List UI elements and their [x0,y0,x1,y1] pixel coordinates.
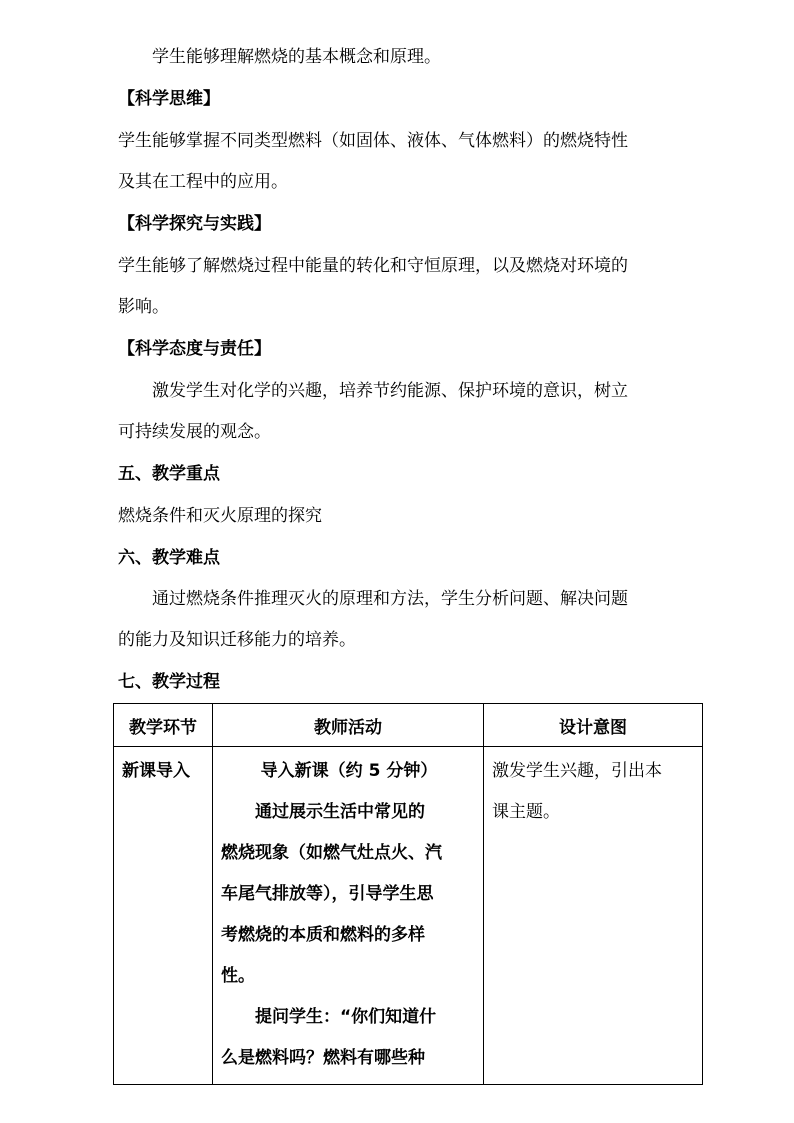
activity-title: 导入新课（约 5 分钟） [260,761,438,781]
heading-scientific-attitude: 【科学态度与责任】 [118,339,271,359]
activity-line: 考燃烧的本质和燃料的多样 [221,925,425,945]
activity-line: 燃烧现象（如燃气灶点火、汽 [221,843,442,863]
header-stage: 教学环节 [114,704,213,747]
intent-line: 激发学生兴趣，引出本 [492,761,662,781]
difficulty-text-line2: 的能力及知识迁移能力的培养。 [118,630,356,650]
activity-line: 通过展示生活中常见的 [255,802,425,822]
activity-line: 性。 [221,966,255,986]
heading-key-points: 五、教学重点 [118,464,220,484]
table-row [114,747,703,1085]
cell-stage [114,747,213,1085]
heading-scientific-thinking: 【科学思维】 [118,89,220,109]
teaching-process-table [113,703,703,1085]
table-header-row [114,704,703,747]
key-points-text: 燃烧条件和灭火原理的探究 [118,506,322,526]
stage-label: 新课导入 [122,761,190,781]
difficulty-text-line1: 通过燃烧条件推理灭火的原理和方法，学生分析问题、解决问题 [152,589,628,609]
heading-difficulties: 六、教学难点 [118,548,220,568]
objective-text: 学生能够理解燃烧的基本概念和原理。 [152,47,441,67]
activity-line: 提问学生：“你们知道什 [255,1007,437,1027]
attitude-text-line2: 可持续发展的观念。 [118,422,271,442]
heading-teaching-process: 七、教学过程 [118,672,220,692]
thinking-text-line2: 及其在工程中的应用。 [118,172,288,192]
intent-line: 课主题。 [492,802,560,822]
cell-teacher-activity [213,747,484,1085]
header-design-intent: 设计意图 [484,704,703,747]
header-teacher-activity: 教师活动 [213,704,484,747]
activity-line: 车尾气排放等），引导学生思 [221,884,434,904]
activity-line: 么是燃料吗？燃料有哪些种 [221,1048,425,1068]
thinking-text-line1: 学生能够掌握不同类型燃料（如固体、液体、气体燃料）的燃烧特性 [118,131,628,151]
inquiry-text-line2: 影响。 [118,297,169,317]
cell-design-intent [484,747,703,1085]
attitude-text-line1: 激发学生对化学的兴趣，培养节约能源、保护环境的意识，树立 [152,381,628,401]
inquiry-text-line1: 学生能够了解燃烧过程中能量的转化和守恒原理，以及燃烧对环境的 [118,256,628,276]
heading-scientific-inquiry: 【科学探究与实践】 [118,214,271,234]
